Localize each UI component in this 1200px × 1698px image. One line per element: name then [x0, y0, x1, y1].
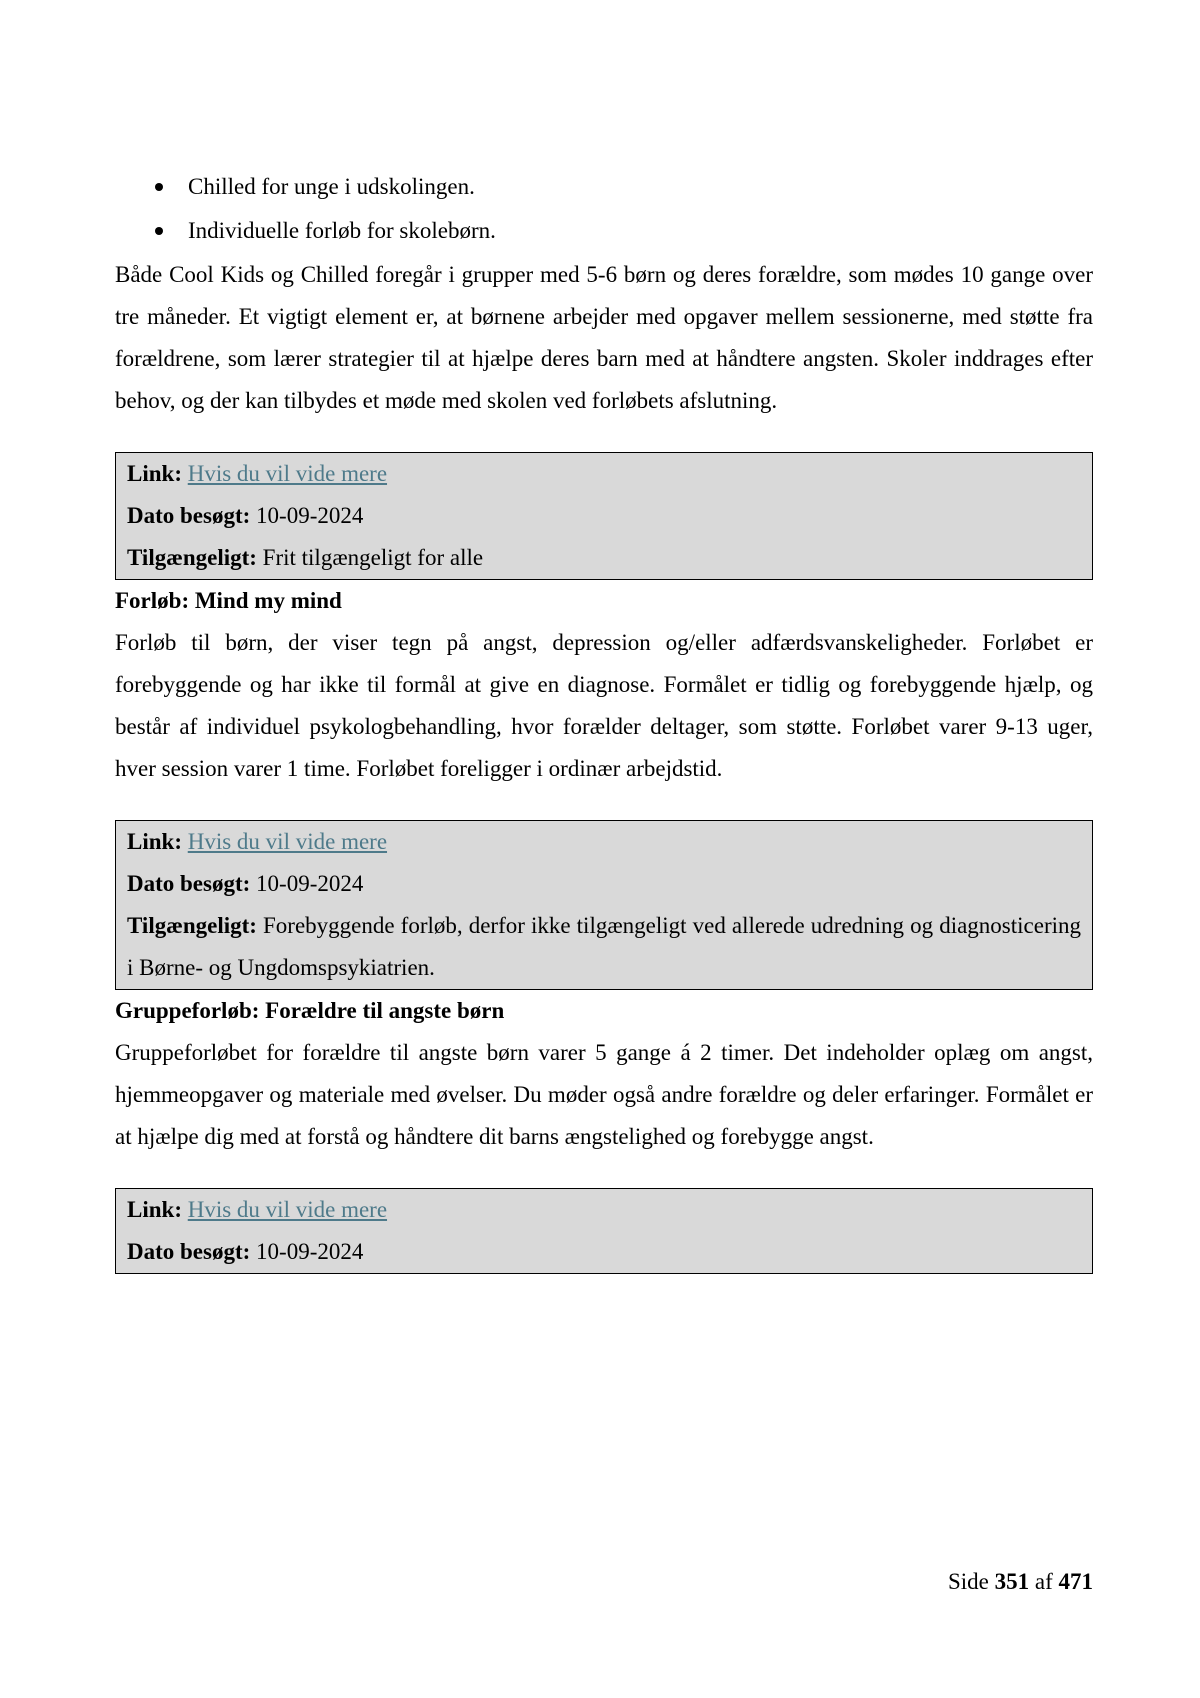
- visited-date: 10-09-2024: [256, 871, 364, 896]
- info-link-row: [127, 453, 1081, 495]
- visited-date: 10-09-2024: [256, 1239, 364, 1264]
- group-course-paragraph: Gruppeforløbet for forældre til angste børn varer 5 gange á 2 timer. Det indeholder oplæg om angst, hjemmeopgaver og materiale med øvelser. Du møder også andre forældre og deler erfaringer. Formålet er at hjælpe dig med at forstå og håndtere dit barns ængstelighed og forebygge angst.: [115, 1040, 1093, 1149]
- link-label: Link:: [127, 461, 182, 486]
- page-side-label: Side: [947, 1569, 989, 1594]
- link-label: Link:: [127, 829, 182, 854]
- info-link-row: [127, 821, 1081, 863]
- total-pages-number: 471: [1058, 1569, 1093, 1594]
- visited-label: Dato besøgt:: [127, 503, 251, 528]
- bullet-icon: [155, 227, 163, 235]
- visited-label: Dato besøgt:: [127, 1239, 251, 1264]
- page-of-label: af: [1034, 1569, 1053, 1594]
- more-info-link[interactable]: Hvis du vil vide mere: [187, 461, 388, 486]
- info-link-row: [127, 1189, 1081, 1231]
- access-label: Tilgængeligt:: [127, 545, 257, 570]
- list-item-text: Chilled for unge i udskolingen.: [188, 174, 475, 199]
- info-visited-row: [127, 863, 1081, 905]
- info-access-row: [127, 905, 1081, 989]
- info-box-cool-kids: [115, 452, 1093, 580]
- mind-my-mind-paragraph: Forløb til børn, der viser tegn på angst, depression og/eller adfærdsvanskeligheder. Forløbet er forebyggende og har ikke til formål at give en diagnose. Formålet er tidlig og forebyggende hjælp, og består af individuel psykologbehandling, hvor forælder deltager, som støtte. Forløbet varer 9-13 uger, hver session varer 1 time. Forløbet foreligger i ordinær arbejdstid.: [115, 630, 1093, 781]
- current-page-number: 351: [994, 1569, 1030, 1594]
- info-box-group-course: [115, 1188, 1093, 1274]
- link-label: Link:: [127, 1197, 182, 1222]
- more-info-link[interactable]: Hvis du vil vide mere: [187, 829, 388, 854]
- info-visited-row: [127, 495, 1081, 537]
- section-heading-mind-my-mind: Forløb: Mind my mind: [115, 588, 342, 613]
- list-item: [115, 210, 1093, 252]
- visited-date: 10-09-2024: [256, 503, 364, 528]
- list-item-text: Individuelle forløb for skolebørn.: [188, 218, 496, 243]
- more-info-link[interactable]: Hvis du vil vide mere: [187, 1197, 388, 1222]
- info-access-row: [127, 537, 1081, 579]
- info-box-mind-my-mind: [115, 820, 1093, 990]
- list-item: [115, 166, 1093, 208]
- access-value: Frit tilgængeligt for alle: [262, 545, 484, 570]
- bullet-list: [115, 166, 1093, 252]
- page-content: [115, 166, 1093, 1274]
- section-heading-group-course: Gruppeforløb: Forældre til angste børn: [115, 998, 505, 1023]
- bullet-icon: [155, 183, 163, 191]
- page-number: [948, 1561, 1093, 1603]
- access-label: Tilgængeligt:: [127, 913, 257, 938]
- info-visited-row: [127, 1231, 1081, 1273]
- visited-label: Dato besøgt:: [127, 871, 251, 896]
- intro-paragraph: Både Cool Kids og Chilled foregår i grupper med 5-6 børn og deres forældre, som mødes 10 gange over tre måneder. Et vigtigt element er, at børnene arbejder med opgaver mellem sessionerne, med støtte fra forældrene, som lærer strategier til at hjælpe deres barn med at håndtere angsten. Skoler inddrages efter behov, og der kan tilbydes et møde med skolen ved forløbets afslutning.: [115, 262, 1093, 413]
- access-value: Forebyggende forløb, derfor ikke tilgængeligt ved allerede udredning og diagnosticering i Børne- og Ungdomspsykiatrien.: [127, 913, 1082, 980]
